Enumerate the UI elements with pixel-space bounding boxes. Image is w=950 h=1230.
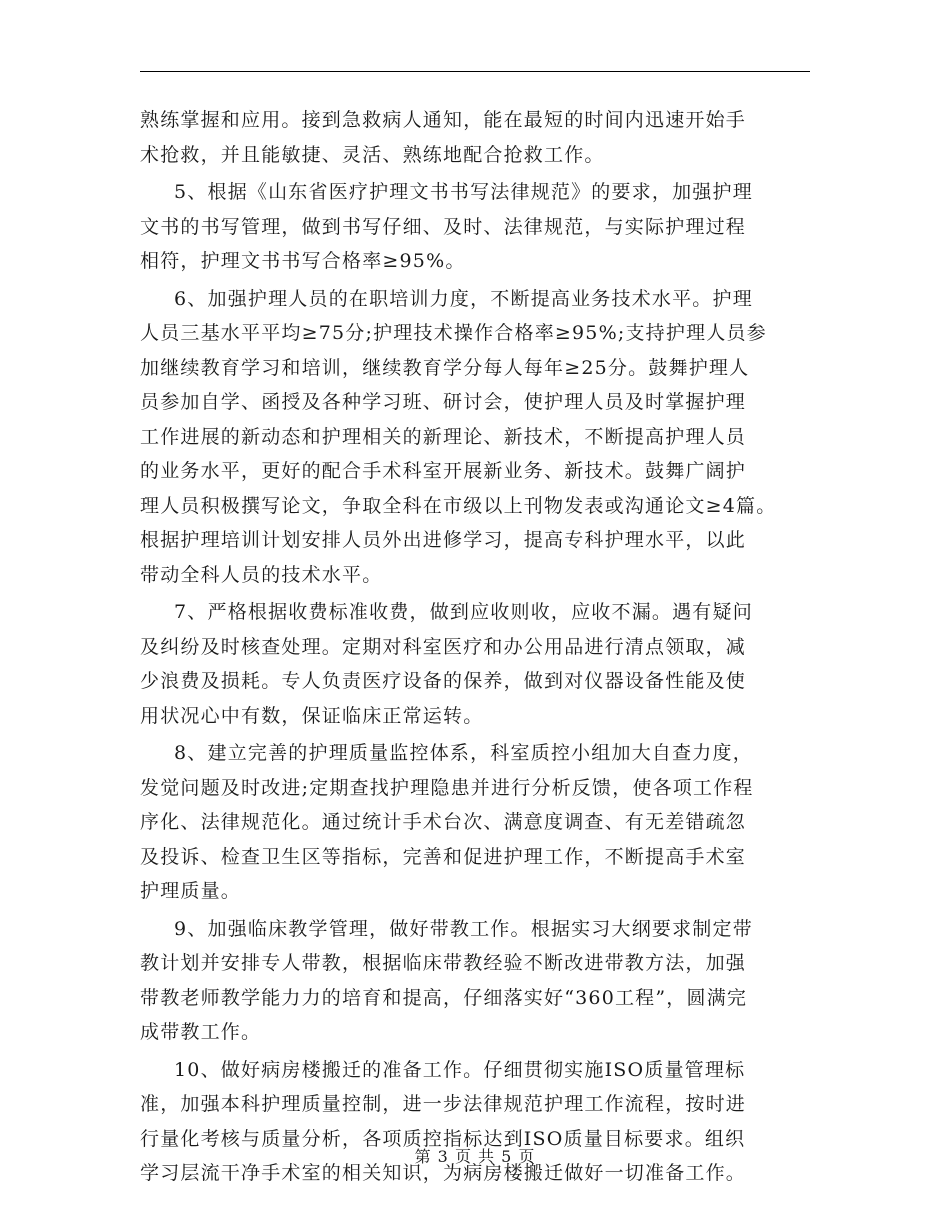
text-line: 序化、法律规范化。通过统计手术台次、满意度调查、有无差错疏忽 (140, 811, 747, 833)
paragraph (140, 103, 830, 172)
paragraph (140, 595, 830, 733)
text-line: 术抢救，并且能敏捷、灵活、熟练地配合抢救工作。 (140, 143, 605, 166)
document-body (140, 103, 830, 1191)
text-line: 准，加强本科护理质量控制，进一步法律规范护理工作流程，按时进 (140, 1093, 747, 1115)
text-line: 6、加强护理人员的在职培训力度，不断提高业务技术水平。护理 (174, 287, 753, 310)
text-line: 及投诉、检查卫生区等指标，完善和促进护理工作，不断提高手术室 (140, 845, 747, 868)
text-line: 熟练掌握和应用。接到急救病人通知，能在最短的时间内迅速开始手 (140, 109, 747, 131)
paragraph (140, 1053, 830, 1191)
text-line: 9、加强临床教学管理，做好带教工作。根据实习大纲要求制定带 (174, 917, 753, 940)
text-line: 根据护理培训计划安排人员外出进修学习，提高专科护理水平，以此 (140, 529, 747, 551)
text-line: 相符，护理文书书写合格率≥95%。 (140, 250, 466, 272)
text-line: 学习层流干净手术室的相关知识，为病房楼搬迁做好一切准备工作。 (140, 1162, 747, 1184)
text-line: 文书的书写管理，做到书写仔细、及时、法律规范，与实际护理过程 (140, 215, 747, 238)
text-line: 发觉问题及时改进;定期查找护理隐患并进行分析反馈，使各项工作程 (140, 776, 754, 799)
text-line: 行量化考核与质量分析，各项质控指标达到ISO质量目标要求。组织 (140, 1127, 746, 1150)
text-line: 及纠纷及时核查处理。定期对科室医疗和办公用品进行清点领取，减 (140, 635, 747, 658)
text-line: 5、根据《山东省医疗护理文书书写法律规范》的要求，加强护理 (174, 181, 753, 203)
text-line: 带动全科人员的技术水平。 (140, 563, 383, 586)
text-line: 工作进展的新动态和护理相关的新理论、新技术，不断提高护理人员 (140, 425, 747, 448)
text-line: 理人员积极撰写论文，争取全科在市级以上刊物发表或沟通论文≥4篇。 (140, 494, 777, 517)
text-line: 教计划并安排专人带教，根据临床带教经验不断改进带教方法，加强 (140, 952, 747, 974)
text-line: 人员三基水平平均≥75分;护理技术操作合格率≥95%;支持护理人员参 (140, 322, 767, 344)
text-line: 7、严格根据收费标准收费，做到应收则收，应收不漏。遇有疑问 (174, 601, 753, 623)
text-line: 少浪费及损耗。专人负责医疗设备的保养，做到对仪器设备性能及使 (140, 670, 747, 692)
page-number-footer: 第 3 页 共 5 页 (414, 1147, 536, 1166)
text-line: 成带教工作。 (140, 1021, 262, 1043)
paragraph (140, 736, 830, 909)
paragraph (140, 282, 830, 593)
text-line: 8、建立完善的护理质量监控体系，科室质控小组加大自查力度， (174, 742, 753, 764)
paragraph (140, 912, 830, 1050)
text-line: 加继续教育学习和培训，继续教育学分每人每年≥25分。鼓舞护理人 (140, 356, 750, 379)
header-rule (140, 71, 810, 72)
text-line: 用状况心中有数，保证临床正常运转。 (140, 704, 484, 727)
text-line: 员参加自学、函授及各种学习班、研讨会，使护理人员及时掌握护理 (140, 391, 747, 413)
paragraph (140, 175, 830, 279)
text-line: 10、做好病房楼搬迁的准备工作。仔细贯彻实施ISO质量管理标 (174, 1058, 746, 1081)
text-line: 带教老师教学能力力的培育和提高，仔细落实好“360工程”，圆满完 (140, 986, 748, 1009)
text-line: 护理质量。 (140, 880, 242, 902)
text-line: 的业务水平，更好的配合手术科室开展新业务、新技术。鼓舞广阔护 (140, 460, 747, 482)
